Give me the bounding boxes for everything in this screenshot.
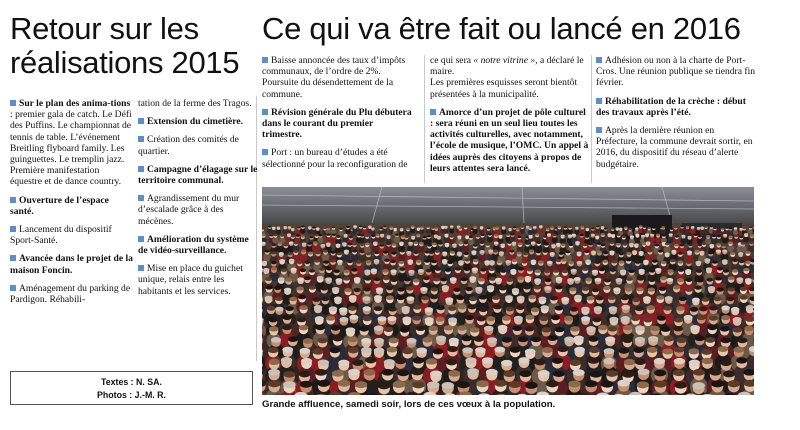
item-text-continued — [430, 55, 590, 77]
item-title: Extension du cimetière. — [147, 116, 244, 128]
item-title: Révision générale du Plu débutera dans le courant du premier trimestre. — [262, 106, 412, 141]
list-item — [10, 283, 133, 305]
quote-text: « notre vitrine » — [473, 55, 536, 66]
square-bullet-icon — [262, 109, 268, 115]
list-item — [10, 224, 133, 246]
item-title: Avancée dans le projet de la maison Foncin. — [10, 253, 133, 276]
crowd-photo-image — [262, 187, 754, 395]
credits-text: Textes : N. SA. — [101, 377, 162, 387]
headline-left — [10, 12, 260, 80]
column-projets-3 — [596, 55, 756, 177]
list-item — [138, 116, 258, 127]
item-text: Création des comités de quartier. — [138, 134, 239, 157]
square-bullet-icon — [138, 166, 144, 172]
item-text-continued: tation de la ferme des Tragos. — [138, 98, 252, 109]
headline-left-line2: réalisations 2015 — [10, 45, 240, 80]
column-projets-2 — [430, 55, 590, 181]
column-divider — [591, 55, 592, 183]
list-item — [10, 195, 133, 217]
square-bullet-icon — [10, 255, 16, 261]
item-text: Mise en place du guichet unique, relais entre les habitants et les services. — [138, 263, 243, 297]
square-bullet-icon — [138, 136, 144, 142]
headline-right: Ce qui va être fait ou lancé en 2016 — [262, 11, 741, 46]
list-item — [138, 193, 258, 227]
square-bullet-icon — [596, 127, 602, 133]
square-bullet-icon — [596, 57, 602, 63]
list-item — [10, 98, 133, 188]
credits-photo: Photos : J.-M. R. — [97, 390, 166, 400]
item-text: Baisse annoncée des taux d’impôts communaux, de l’ordre de 2%. Poursuite du désendettement de la commune. — [262, 55, 406, 100]
item-title: Sur le plan des anima-tions — [19, 98, 131, 109]
item-title: Ouverture de l’espace santé. — [10, 194, 109, 217]
list-item — [138, 134, 258, 156]
column-divider — [424, 55, 425, 183]
column-realisations-2 — [138, 98, 258, 304]
square-bullet-icon — [10, 285, 16, 291]
text-part: ce qui sera — [430, 55, 474, 66]
crowd-photo — [262, 187, 754, 395]
square-bullet-icon — [138, 265, 144, 271]
list-item — [596, 55, 756, 89]
square-bullet-icon — [262, 149, 268, 155]
credits-box — [10, 371, 253, 405]
square-bullet-icon — [596, 98, 602, 104]
square-bullet-icon — [10, 226, 16, 232]
square-bullet-icon — [138, 118, 144, 124]
list-item — [138, 164, 258, 186]
list-item — [596, 96, 756, 118]
square-bullet-icon — [430, 109, 436, 115]
item-text: Adhésion ou non à la charte de Port-Cros. Une réunion publique se tiendra fin février. — [596, 55, 756, 89]
list-item — [262, 107, 414, 141]
list-item — [262, 147, 414, 169]
square-bullet-icon — [10, 100, 16, 106]
column-realisations-1 — [10, 98, 133, 312]
headline-left-line1: Retour sur les — [10, 11, 199, 46]
square-bullet-icon — [138, 236, 144, 242]
item-text: Après la dernière réunion en Préfecture, la commune devrait sortir, en 2016, du dispositif du réseau d’alerte budgétaire. — [596, 125, 753, 170]
item-title: Campagne d’élagage sur le territoire communal. — [138, 163, 258, 187]
item-title: Amorce d’un projet de pôle culturel : sera réuni en un seul lieu toutes les activités culturelles, avec notamment, l’école de musique, l’OMC. Un appel à idées auprès des citoyens à propos de leurs attentes sera lancé. — [430, 106, 589, 174]
photo-caption: Grande affluence, samedi soir, lors de ces vœux à la population. — [262, 399, 556, 410]
item-title: Réhabilitation de la crèche : début des travaux après l’été. — [596, 95, 746, 118]
square-bullet-icon — [138, 195, 144, 201]
item-text-continued: Les premières esquisses seront bientôt présentées à la municipalité. — [430, 77, 578, 100]
list-item — [138, 263, 258, 297]
item-text: Lancement du dispositif Sport-Santé. — [10, 224, 112, 247]
list-item — [138, 234, 258, 256]
square-bullet-icon — [262, 57, 268, 63]
list-item — [430, 107, 590, 174]
text-part: , a déclaré le maire. — [430, 55, 584, 78]
square-bullet-icon — [10, 197, 16, 203]
list-item — [262, 55, 414, 100]
item-text: Agrandissement du mur d’escalade grâce à des mécènes. — [138, 193, 240, 227]
list-item — [10, 253, 133, 275]
item-text: Aménagement du parking de Pardigon. Réhabili- — [10, 282, 131, 306]
item-text: Port : un bureau d’études a été sélectionné pour la reconfiguration de — [262, 147, 408, 170]
column-projets-1 — [262, 55, 414, 177]
list-item — [596, 125, 756, 170]
item-text: : premier gala de catch. Le Défi des Puffins. Le championnat de tennis de table. L’événement Breitling flyboard family. Les guinguettes. Le tremplin jazz. Première manifestation équestre et de dance country. — [10, 109, 132, 188]
item-title: Amélioration du système de vidéo-surveillance. — [138, 233, 249, 257]
